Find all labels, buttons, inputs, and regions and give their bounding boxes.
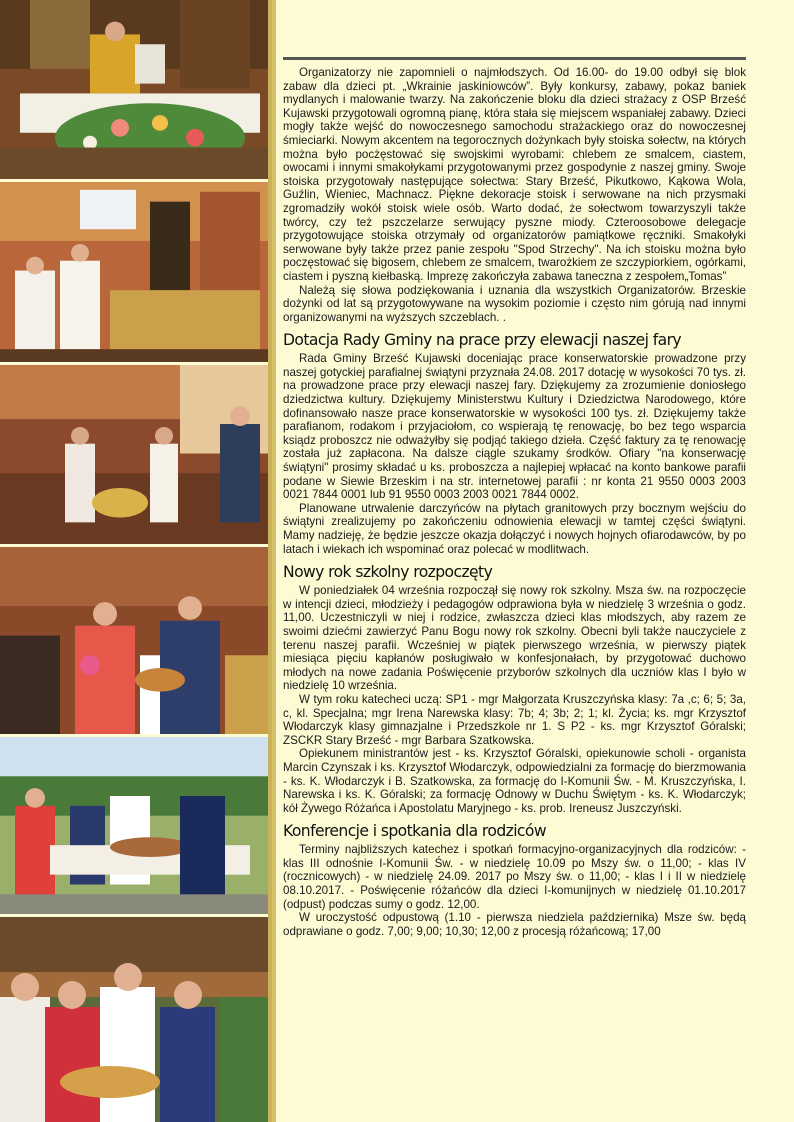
photo-bread-offering	[0, 547, 268, 737]
photo-church-interior	[0, 182, 268, 365]
article-body	[283, 66, 746, 938]
dotacja-paragraph-2: Planowane utrwalenie darczyńców na płytach granitowych przy bocznym wejściu do świątyni zrealizujemy po zakończeniu odnowienia elewacji w tamtej części świątyni. Mamy nadzieję, że będzie jeszcze okazja dołączyć i nowych hojnych ofiarodawców, by po latach i wiekach ich wspominać oraz polecać w modlitwach.	[283, 501, 746, 556]
top-rule	[283, 57, 746, 60]
rok-paragraph-2: W tym roku katecheci uczą: SP1 - mgr Małgorzata Kruszczyńska klasy: 7a ,c; 6; 5; 3a, c, kl. Specjalna; mgr Irena Narewska klasy: 7b; 4; 3b; 2; 1; kl. Życia; ks. mgr Krzysztof Włodarczyk klasy gimnazjalne i Przedszkole nr 1. S P2 - ks. mgr Krzysztof Góralski; ZSCKR Stary Brześć - mgr Barbara Szatkowska.	[283, 692, 746, 747]
konf-paragraph-1: Terminy najbliższych katechez i spotkań formacyjno-organizacyjnych dla rodziców: - klas III odnośnie I-Komunii Św. - w niedzielę 10.09 po Mszy św. o 11,00; - klas IV (rocznicowych) - w niedzielę 24.09. 2017 po Mszy św. o 11,00; - klas I i II w niedzielę 08.10.2017. - Poświęcenie różańców dla dzieci I-komunijnych w niedzielę 01.10.2017 (odpust) podczas sumy o godz. 12,00.	[283, 843, 746, 911]
intro-paragraph-1: Organizatorzy nie zapomnieli o najmłodszych. Od 16.00- do 19.00 odbył się blok zabaw dla dzieci pt. „Wkrainie jaskiniowców”. Były konkursy, zabawy, pokaz baniek mydlanych i malowanie twarzy. Na zakończenie bloku dla dzieci strażacy z OSP Brześć Kujawski przygotowali ogromną pianę, która stała się miejscem wspaniałej zabawy. Dzieci mogły także wejść do nowoczesnego samochodu strażackiego oraz do nowoczesnej śmieciarki. Nowym akcentem na tegorocznych dożynkach były stoiska sołectw, na których można było pocżęstować się swojskimi wyrobami: chlebem ze smalcem, ciastem, owocami i innymi smakołykami przygotowanymi przez gospodynie z naszej gminy. Swoje stoiska przygotowały następujące sołectwa: Stary Brześć, Pikutkowo, Kąkowa Wola, Guźlin, Wieniec, Machnacz. Piękne dekoracje stoisk i serwowane na nich przysmaki zgromadziły wokół stoisk wiele osób. Warto dodać, że sołectwom towarzyszyli także twórcy, czy też pszczelarze serwujący pyszne miody. Czteroosobowe delegacje przygotowujące stoiska otrzymały od organizatorów pamiątkowe ręczniki. Smakołyki serwowane były także przez panie zespołu "Spod Strzechy". Na ich stoisku można było poczęstować się bigosem, chlebem ze smalcem, twarożkiem ze szczypiorkiem, ogórkami, ciastem i pyszną kiełbaską. Imprezę zakończyła zabawa taneczna z zespołem„Tomas”	[283, 66, 746, 283]
konf-paragraph-2: W uroczystość odpustową (1.10 - pierwsza niedziela października) Msze św. będą odprawiane o godz. 7,00; 9,00; 10,30; 12,00 z procesją różańcową; 17,00	[283, 911, 746, 938]
photo-altar-mass	[0, 0, 268, 182]
rok-paragraph-1: W poniedziałek 04 września rozpoczął się nowy rok szkolny. Msza św. na rozpoczęcie w intencji dzieci, młodzieży i pedagogów odprawiona była w niedzielę 3 września o godz. 11,00. Uczestniczyli w niej i rodzice, zwłaszcza dzieci klas młodszych, aby razem ze swoimi dziećmi zawierzyć Panu Bogu nowy rok szkolny. Obecni byli także nauczyciele z terenu naszej parafii. Wcześniej w piątek pierwszego września, w pierwszy piątek miesiąca pięciu kapłanów posługiwało w konfesjonałach, by przygotować duchowo młodych na nowe zadania Poświęcenie przyborów szkolnych dla uczniów klas I było w niedzielę 10 września.	[283, 584, 746, 693]
column-divider	[272, 0, 276, 1122]
rok-paragraph-3: Opiekunem ministrantów jest - ks. Krzysztof Góralski, opiekunowie scholi - organista Marcin Czynszak i ks. Krzysztof Włodarczyk, odpowiedzialni za formację do bierzmowania - ks. K. Włodarczyk i B. Szatkowska, za formację do I-Komunii Św. - M. Kruszczyńska, I. Narewska i ks. K. Góralski; za formację Odnowy w Duchu Świętym - ks. K. Włodarczyk; kół Żywego Różańca i Apostolatu Maryjnego - ks. prob. Ireneusz Juszczyński.	[283, 747, 746, 815]
photo-strip	[0, 0, 272, 1122]
photo-outdoor-stand	[0, 737, 268, 917]
dotacja-paragraph-1: Rada Gminy Brześć Kujawski doceniając prace konserwatorskie prowadzone przy naszej gotyckiej parafialnej świątyni przyznała 24.08. 2017 dotację w wysokości 70 tys. zł. na prowadzone prace przy elewacji naszej fary. Dziękujemy za zrozumienie doniosłego dziedzictwa kultury. Dziękujemy Ministerstwu Kultury i Dziedzictwa Narodowego, które dofinansowało nasze prace konserwatorskie w wysokości 100 tys. zł. Dziękujemy także parafianom, rodakom i przyjaciołom, co wspierają tę renowację, bo bez tego wsparcia ksiądz proboszcz nie odważyłby się podjąć takiego dzieła. Część faktury za tę renowację została już zapłacona. Na dalsze ciągle szukamy środków. Ofiary "na konserwację świątyni" prosimy składać u ks. proboszcza a najlepiej wpłacać na konto bankowe parafii podane w Siewie Brzeskim i na str. internetowej parafii : nr konta 21 9550 0003 2003 0021 7844 0001 lub 91 9550 0003 2003 0021 7844 0002.	[283, 352, 746, 502]
intro-paragraph-2: Należą się słowa podziękowania i uznania dla wszystkich Organizatorów. Brzeskie dożynki od lat są przygotowywane na wysokim poziomie i często nim górują nad innymi organizowanymi na wyższych szczeblach. .	[283, 283, 746, 324]
heading-dotacja: Dotacja Rady Gminy na prace przy elewacji naszej fary	[283, 331, 682, 350]
photo-folk-costumes	[0, 917, 268, 1122]
heading-rok-szkolny: Nowy rok szkolny rozpoczęty	[283, 563, 493, 582]
heading-konferencje: Konferencje i spotkania dla rodziców	[283, 822, 547, 841]
photo-harvest-wreath	[0, 365, 268, 547]
